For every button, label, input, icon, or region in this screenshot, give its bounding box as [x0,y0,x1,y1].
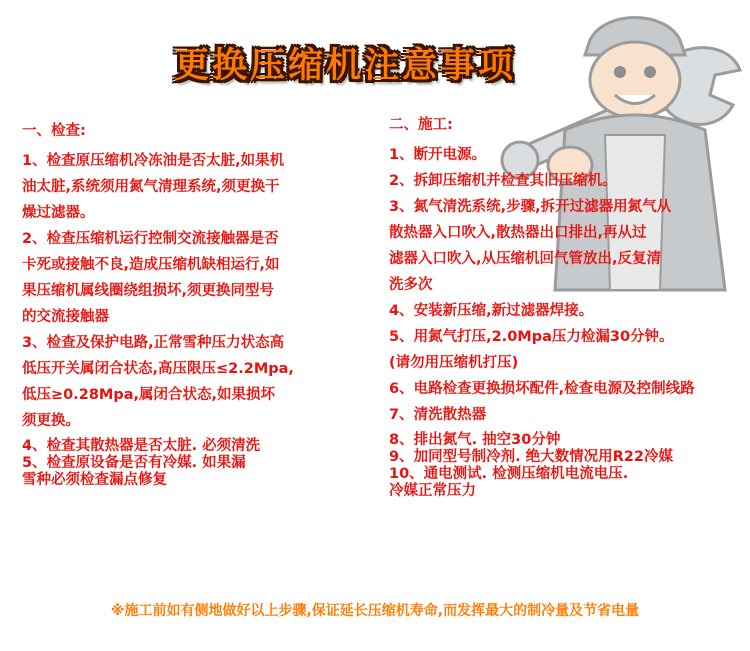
inspection-item-line: 燥过滤器。 [22,205,95,221]
construction-item-line: 滤器入口吹入,从压缩机回气管放出,反复清 [389,251,662,267]
inspection-item-line: 3、检查及保护电路,正常雪种压力状态高 [22,335,285,351]
inspection-section [22,118,322,489]
construction-item-line: 5、用氮气打压,2.0Mpa压力检漏30分钟。 [389,329,674,345]
construction-item-line: 散热器入口吹入,散热器出口排出,再从过 [389,225,647,241]
inspection-tail-line: 4、检查其散热器是否太脏. 必须清洗 [22,438,261,454]
inspection-heading: 一、检查: [22,123,86,139]
construction-item-line: 1、断开电源。 [389,147,487,163]
inspection-item-line: 油太脏,系统须用氮气清理系统,须更换干 [22,179,280,195]
inspection-item-line: 2、检查压缩机运行控制交流接触器是否 [22,231,279,247]
construction-tail-line: 9、加同型号制冷剂. 绝大数情况用R22冷媒 [389,449,673,465]
construction-heading: 二、施工: [389,117,453,133]
page-title: 更换压缩机注意事项 [173,46,516,86]
inspection-item-line: 卡死或接触不良,造成压缩机缺相运行,如 [22,257,280,273]
inspection-item-line: 1、检查原压缩机冷冻油是否太脏,如果机 [22,153,285,169]
construction-tail-line: 冷媒正常压力 [389,483,476,499]
construction-item-line: 4、安装新压缩,新过滤器焊接。 [389,303,594,319]
construction-item-line: 6、电路检查更换损坏配件,检查电源及控制线路 [389,381,695,397]
inspection-item-line: 低压≥0.28Mpa,属闭合状态,如果损坏 [22,387,276,403]
inspection-item-line: 低压开关属闭合状态,高压限压≤2.2Mpa, [22,361,294,377]
inspection-tail-line: 雪种必须检查漏点修复 [22,472,167,488]
inspection-item-line: 果压缩机属线圈绕组损坏,须更换同型号 [22,283,275,299]
footer-note: ※施工前如有侧地做好以上步骤,保证延长压缩机寿命,而发挥最大的制冷量及节省电量 [110,603,640,619]
inspection-item-line: 的交流接触器 [22,309,109,325]
construction-item-line: 洗多次 [389,277,433,293]
inspection-tail-line: 5、检查原设备是否有冷媒. 如果漏 [22,455,246,471]
construction-item-line: (请勿用压缩机打压) [389,355,519,371]
construction-item-line: 7、清洗散热器 [389,407,487,423]
inspection-item-line: 须更换。 [22,413,80,429]
construction-tail-line: 8、排出氮气. 抽空30分钟 [389,432,561,448]
construction-item-line: 3、氮气清洗系统,步骤,拆开过滤器用氮气从 [389,199,672,215]
construction-section [389,112,734,500]
construction-item-line: 2、拆卸压缩机并检查其旧压缩机。 [389,173,617,189]
construction-tail-line: 10、通电测试. 检测压缩机电流电压. [389,466,629,482]
